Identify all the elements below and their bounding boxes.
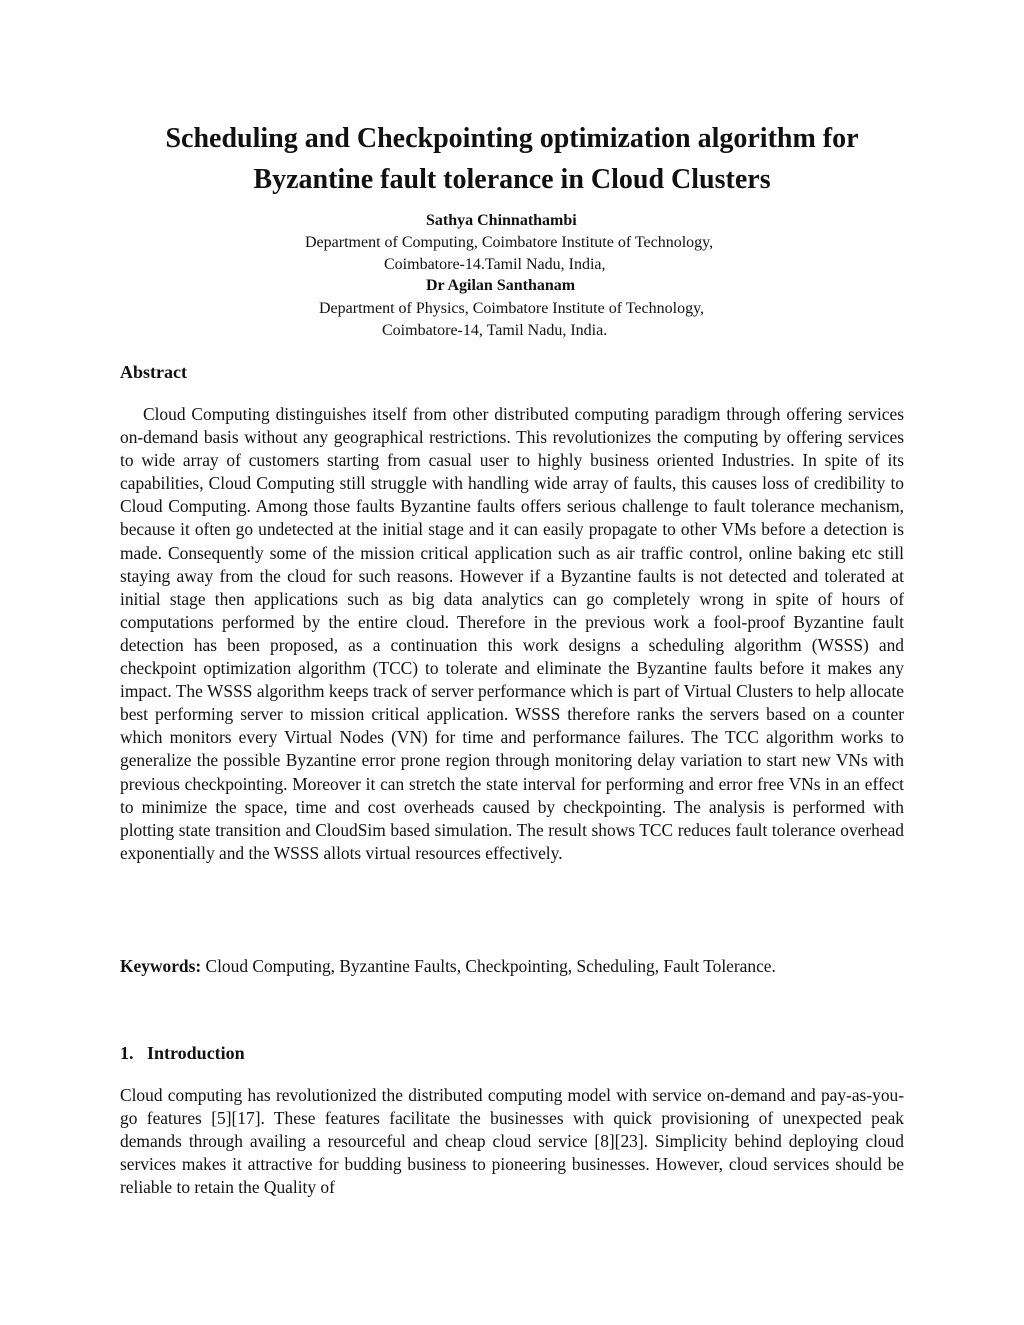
author-name: Dr Agilan Santhanam	[426, 277, 576, 294]
author-affiliation-line-2: Coimbatore-14.Tamil Nadu, India,	[384, 256, 606, 273]
keywords-label: Keywords:	[120, 956, 202, 976]
introduction-text: Cloud computing has revolutionized the distributed computing model with service on-demand and pay-as-you-go features [5][17]. These features facilitate the businesses with quick provisioning of unexpected peak demands through availing a resourceful and cheap cloud service [8][23]. Simplicity behind deploying cloud services makes it attractive for budding business to pioneering businesses. However, cloud services should be reliable to retain the Quality of	[120, 1085, 904, 1198]
paper-title-line-2: Byzantine fault tolerance in Cloud Clusters	[253, 164, 771, 195]
author-affiliation-line-1: Department of Physics, Coimbatore Institute of Technology,	[319, 300, 705, 317]
author-name: Sathya Chinnathambi	[426, 212, 577, 229]
author-affiliation-line-2: Coimbatore-14, Tamil Nadu, India.	[382, 322, 608, 339]
author-affiliation-line-1: Department of Computing, Coimbatore Institute of Technology,	[305, 234, 714, 251]
keywords-line	[120, 955, 904, 978]
keywords-text: Cloud Computing, Byzantine Faults, Checkpointing, Scheduling, Fault Tolerance.	[201, 956, 776, 976]
abstract-text: Cloud Computing distinguishes itself from other distributed computing paradigm through offering services on-demand basis without any geographical restrictions. This revolutionizes the computing by offering services to wide array of customers starting from casual user to highly business oriented Industries. In spite of its capabilities, Cloud Computing still struggle with handling wide array of faults, this causes loss of credibility to Cloud Computing. Among those faults Byzantine faults offers serious challenge to fault tolerance mechanism, because it often go undetected at the initial stage and it can easily propagate to other VMs before a detection is made. Consequently some of the mission critical application such as air traffic control, online baking etc still staying away from the cloud for such reasons. However if a Byzantine faults is not detected and tolerated at initial stage then applications such as big data analytics can go completely wrong in spite of hours of computations performed by the entire cloud. Therefore in the previous work a fool-proof Byzantine fault detection has been proposed, as a continuation this work designs a scheduling algorithm (WSSS) and checkpoint optimization algorithm (TCC) to tolerate and eliminate the Byzantine faults before it makes any impact. The WSSS algorithm keeps track of server performance which is part of Virtual Clusters to help allocate best performing server to mission critical application. WSSS therefore ranks the servers based on a counter which monitors every Virtual Nodes (VN) for time and performance failures. The TCC algorithm works to generalize the possible Byzantine error prone region through monitoring delay variation to start new VNs with previous checkpointing. Moreover it can stretch the state interval for performing and error free VNs in an effect to minimize the space, time and cost overheads caused by checkpointing. The analysis is performed with plotting state transition and CloudSim based simulation. The result shows TCC reduces fault tolerance overhead exponentially and the WSSS allots virtual resources effectively.	[120, 404, 904, 863]
introduction-heading: 1. Introduction	[120, 1043, 245, 1063]
paper-title-line-1: Scheduling and Checkpointing optimization algorithm for	[165, 123, 859, 154]
abstract-heading: Abstract	[120, 362, 187, 382]
